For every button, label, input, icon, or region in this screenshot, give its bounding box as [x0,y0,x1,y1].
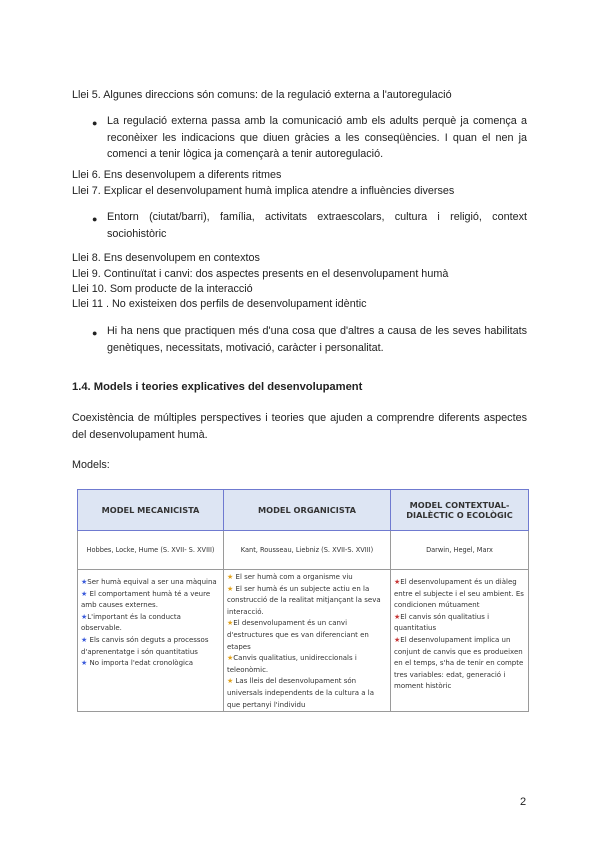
table-item: ★El desenvolupament és un diàleg entre el subjecte i el seu ambient. Es condicionen mútuament [394,578,524,610]
star-icon: ★ [394,635,401,644]
table-item: ★ No importa l'edat cronològica [81,659,194,668]
law-7: Llei 7. Explicar el desenvolupament humà implica atendre a influències diverses [72,185,455,197]
law-11: Llei 11 . No existeixen dos perfils de desenvolupament idèntic [72,298,367,310]
header-contextual: MODEL CONTEXTUAL-DIALÈCTIC O ECOLÒGIC [391,490,529,531]
mecanicista-cell [78,570,224,712]
authors-organicista: Kant, Rousseau, Liebniz (S. XVII-S. XVIII) [224,531,391,570]
contextual-cell [391,570,529,712]
table-item: ★Canvis qualitatius, unidireccionals i teleonòmic. [227,654,357,674]
section-heading: 1.4. Models i teories explicatives del desenvolupament [72,381,363,393]
header-organicista: MODEL ORGANICISTA [224,490,391,531]
bullet-icon: ● [92,328,98,338]
star-icon: ★ [81,635,88,644]
star-icon: ★ [81,612,88,621]
star-icon: ★ [227,584,234,593]
table-item: ★L'important és la conducta observable. [81,612,181,633]
star-icon: ★ [81,578,88,586]
organicista-cell [224,570,391,712]
law-10: Llei 10. Som producte de la interacció [72,283,253,295]
bullet-icon: ● [92,214,98,224]
table-item: ★ El ser humà és un subjecte actiu en la construcció de la realitat mitjançant la seva interacció. [227,584,381,616]
bullet-icon: ● [92,118,98,128]
law-9: Llei 9. Continuïtat i canvi: dos aspectes presents en el desenvolupament humà [72,268,449,280]
table-item: ★El canvis són qualitatius i quantitatius [394,612,490,633]
models-label: Models: [72,459,110,471]
authors-contextual: Darwin, Hegel, Marx [391,531,529,570]
star-icon: ★ [227,573,234,581]
table-item: ★ El comportament humà té a veure amb causes externes. [81,589,211,610]
law-8: Llei 8. Ens desenvolupem en contextos [72,252,260,264]
star-icon: ★ [394,612,401,621]
table-item: ★ Las lleis del desenvolupament són universals independents de la cultura a la que pertanyi l'individu [227,677,375,709]
bullet-text-profiles: Hi ha nens que practiquen més d'una cosa que d'altres a causa de les seves habilitats genètiques, necessitats, motivació, caràcter i personalitat. [107,325,527,354]
bullet-text-regulation: La regulació externa passa amb la comunicació amb els adults perquè ja comença a reconèixer les indicacions que diuen gràcies a les conseqüències. I quan el nen ja comenci a tenir lògica ja començarà a tenir autoregulació. [107,115,527,160]
table-item: ★El desenvolupament és un canvi d'estructures que es van diferenciant en etapes [227,619,369,651]
law-6: Llei 6. Ens desenvolupem a diferents ritmes [72,169,282,181]
authors-mecanicista: Hobbes, Locke, Hume (S. XVII- S. XVIII) [78,531,224,570]
table-item: ★El desenvolupament implica un conjunt de canvis que es produeixen en el temps, s'ha de tenir en compte tres variables: edat, generació i moment històric [394,635,524,691]
table-item: ★ El ser humà com a organisme viu [227,573,353,581]
law-5: Llei 5. Algunes direccions són comuns: de la regulació externa a l'autoregulació [72,89,452,101]
table-item: ★Ser humà equival a ser una màquina [81,578,217,586]
models-table [77,489,528,753]
header-mecanicista: MODEL MECANICISTA [78,490,224,531]
star-icon: ★ [81,659,88,668]
star-icon: ★ [81,589,88,598]
star-icon: ★ [227,619,234,628]
page-number: 2 [520,796,527,808]
section-intro: Coexistència de múltiples perspectives i teories que ajuden a comprendre diferents aspectes del desenvolupament humà. [72,412,527,441]
star-icon: ★ [394,578,401,586]
bullet-text-influences: Entorn (ciutat/barri), família, activitats extraescolars, cultura i religió, context sociohistòric [107,211,527,240]
star-icon: ★ [227,677,234,686]
star-icon: ★ [227,654,234,663]
table-item: ★ Els canvis són deguts a processos d'aprenentatge i són quantitatius [81,635,209,656]
